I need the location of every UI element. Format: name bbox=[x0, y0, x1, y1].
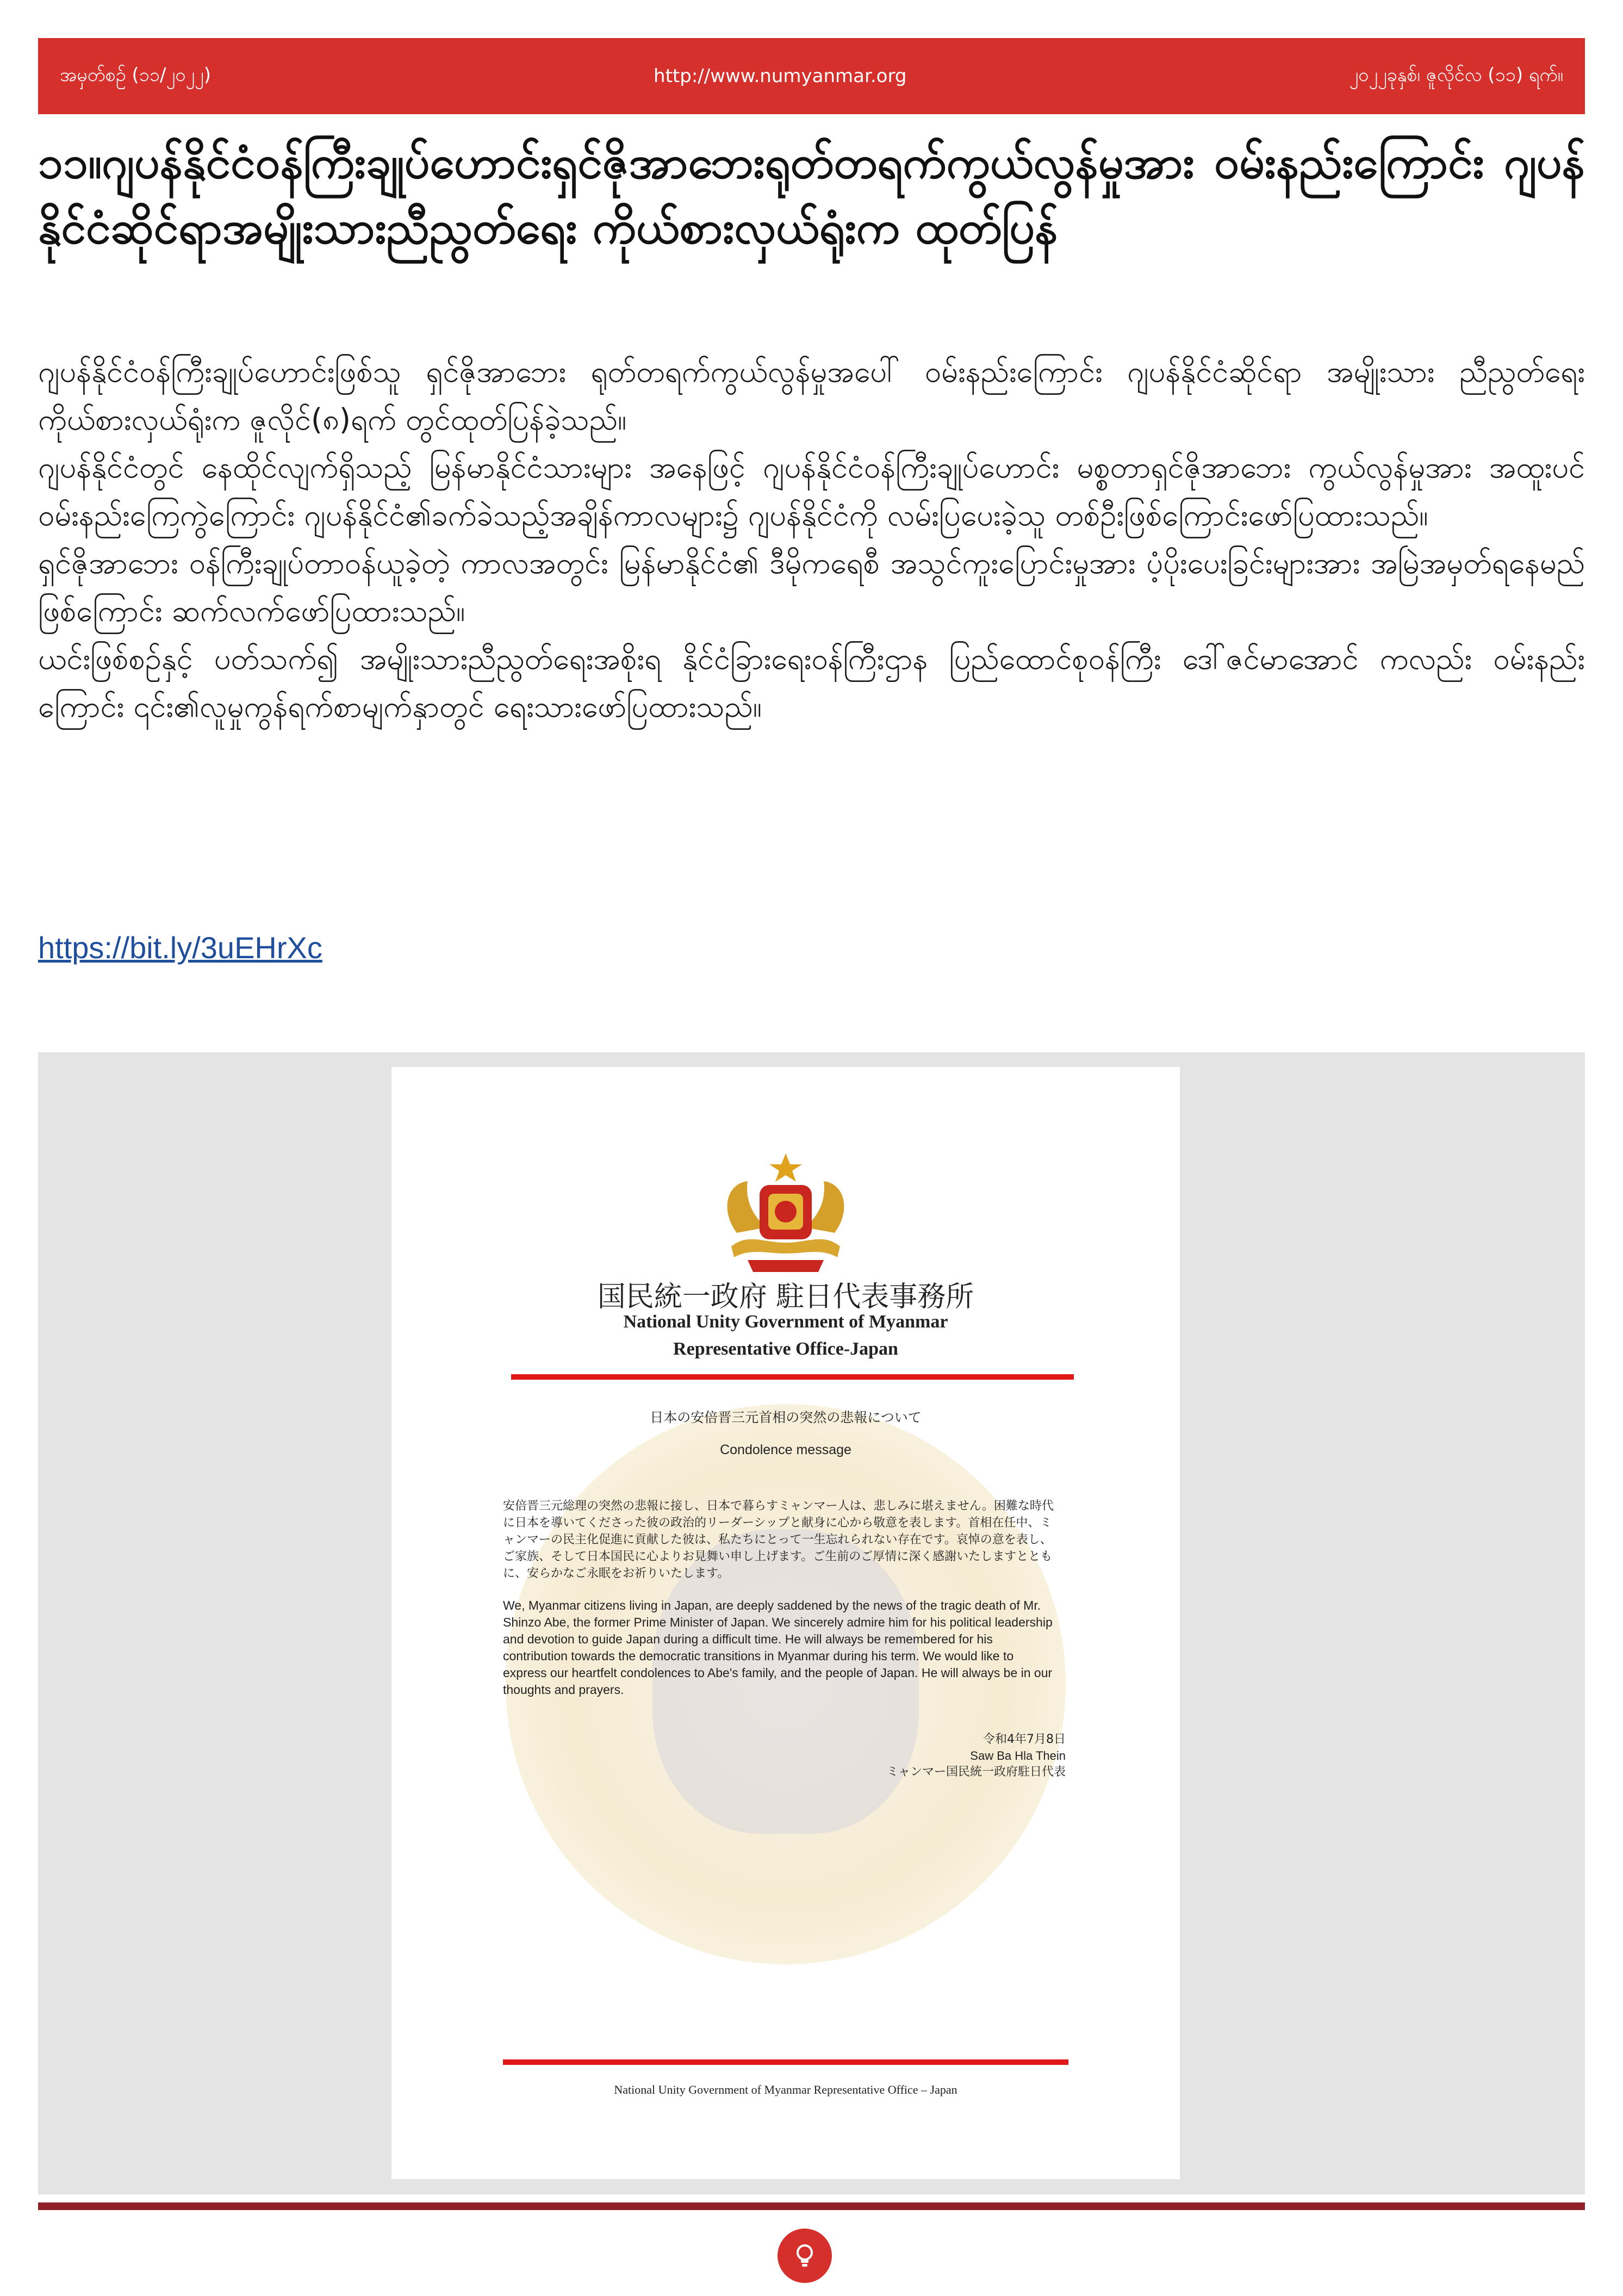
letter-body-japanese: 安倍晋三元総理の突然の悲報に接し、日本で暮らすミャンマー人は、悲しみに堪えません。困難な時代に日本を導いてくださった彼の政治的リーダーシップと献身に心から敬意を表します。首相在任中、ミャンマーの民主化促進に貢献した彼は、私たちにとって一生忘れられない存在です。哀悼の意を表し、ご家族、そして日本国民に心よりお見舞い申し上げます。ご生前のご厚情に深く感謝いたしますとともに、安らかなご永眠をお祈りいたします。 bbox=[503, 1499, 1054, 1580]
paragraph: ယင်းဖြစ်စဉ်နှင့် ပတ်သက်၍ အမျိုးသားညီညွတ်ရေးအစိုးရ နိုင်ငံခြားရေးဝန်ကြီးဌာန ပြည်ထောင်စုဝန်ကြီး ဒေါ်ဇင်မာအောင် ကလည်း ဝမ်းနည်းကြောင်း ၎င်း၏လူမှုကွန်ရက်စာမျက်နှာတွင် ရေးသားဖော်ပြထားသည်။ bbox=[38, 642, 1585, 724]
letter-signature bbox=[886, 1732, 1066, 1780]
issue-date: ၂၀၂၂ခုနှစ်၊ ဇူလိုင်လ (၁၁) ရက်။ bbox=[1349, 64, 1563, 86]
letter-heading: Condolence message bbox=[720, 1442, 851, 1457]
paragraph: ရှင်ဇိုအာဘေး ဝန်ကြီးချုပ်တာဝန်ယူခဲ့တဲ့ ကာလအတွင်း မြန်မာနိုင်ငံ၏ ဒီမိုကရေစီ အသွင်ကူးပြောင်းမှုအား ပံ့ပိုးပေးခြင်းများအား အမြဲအမှတ်ရနေမည်ဖြစ်ကြောင်း ဆက်လက်ဖော်ပြထားသည်။ bbox=[38, 546, 1585, 628]
letter-footer-divider bbox=[503, 2059, 1068, 2065]
article-body bbox=[38, 348, 1585, 731]
signer-name: Saw Ba Hla Thein bbox=[970, 1749, 1066, 1763]
letterhead-english-2: Representative Office-Japan bbox=[673, 1339, 898, 1359]
letter-body-english: We, Myanmar citizens living in Japan, are deeply saddened by the news of the tragic death of Mr. Shinzo Abe, the former Prime Minister of Japan. We sincerely admire him for his political leadership and devotion to guide Japan during a difficult time. He will always be remembered for his contribution towards the democratic transitions in Myanmar during his term. We would like to express our heartfelt condolences to Abe's family, and the people of Japan. He will always be in our thoughts and prayers. bbox=[503, 1598, 1053, 1697]
issue-number: အမှတ်စဉ် (၁၁/၂၀၂၂) bbox=[60, 64, 211, 86]
letterhead-divider bbox=[511, 1374, 1074, 1380]
state-emblem-icon bbox=[715, 1151, 856, 1276]
signer-title: ミャンマー国民統一政府駐日代表 bbox=[886, 1765, 1066, 1779]
letterhead-japanese: 国民統一政府 駐日代表事務所 bbox=[597, 1281, 974, 1313]
letterhead-english-1: National Unity Government of Myanmar bbox=[623, 1312, 948, 1332]
letter-subject: 日本の安倍晋三元首相の突然の悲報について bbox=[650, 1410, 922, 1425]
article-title: ၁၁။ဂျပန်နိုင်ငံဝန်ကြီးချုပ်ဟောင်းရှင်ဇိုအာဘေးရုတ်တရက်ကွယ်လွန်မှုအား ဝမ်းနည်းကြောင်း ဂျပန်နိုင်ငံဆိုင်ရာအမျိုးသားညီညွတ်ရေး ကိုယ်စားလှယ်ရုံးက ထုတ်ပြန် bbox=[38, 137, 1585, 254]
letter-footer: National Unity Government of Myanmar Representative Office – Japan bbox=[614, 2083, 957, 2096]
paragraph: ဂျပန်နိုင်ငံဝန်ကြီးချုပ်ဟောင်းဖြစ်သူ ရှင်ဇိုအာဘေး ရုတ်တရက်ကွယ်လွန်မှုအပေါ် ဝမ်းနည်းကြောင်း ဂျပန်နိုင်ငံဆိုင်ရာ အမျိုးသား ညီညွတ်ရေး ကိုယ်စားလှယ်ရုံးက ဇူလိုင်(၈)ရက် တွင်ထုတ်ပြန်ခဲ့သည်။ bbox=[38, 355, 1585, 437]
paragraph: ဂျပန်နိုင်ငံတွင် နေထိုင်လျက်ရှိသည့် မြန်မာနိုင်ငံသားများ အနေဖြင့် ဂျပန်နိုင်ငံဝန်ကြီးချုပ်ဟောင်း မစ္စတာရှင်ဇိုအာဘေး ကွယ်လွန်မှုအား အထူးပင်ဝမ်းနည်းကြေကွဲကြောင်း ဂျပန်နိုင်ငံ၏ခက်ခဲသည့်အချိန်ကာလများ၌ ဂျပန်နိုင်ငံကို လမ်းပြပေးခဲ့သူ တစ်ဦးဖြစ်ကြောင်းဖော်ပြထားသည်။ bbox=[38, 450, 1585, 532]
condolence-letter-image bbox=[391, 1067, 1180, 2179]
page-header bbox=[38, 38, 1585, 114]
footer-bar bbox=[38, 2202, 1585, 2210]
source-link[interactable]: https://bit.ly/3uEHrXc bbox=[38, 930, 322, 965]
site-url[interactable]: http://www.numyanmar.org bbox=[654, 65, 907, 87]
lightbulb-icon bbox=[778, 2229, 832, 2283]
letter-date: 令和4年7月8日 bbox=[983, 1733, 1066, 1746]
